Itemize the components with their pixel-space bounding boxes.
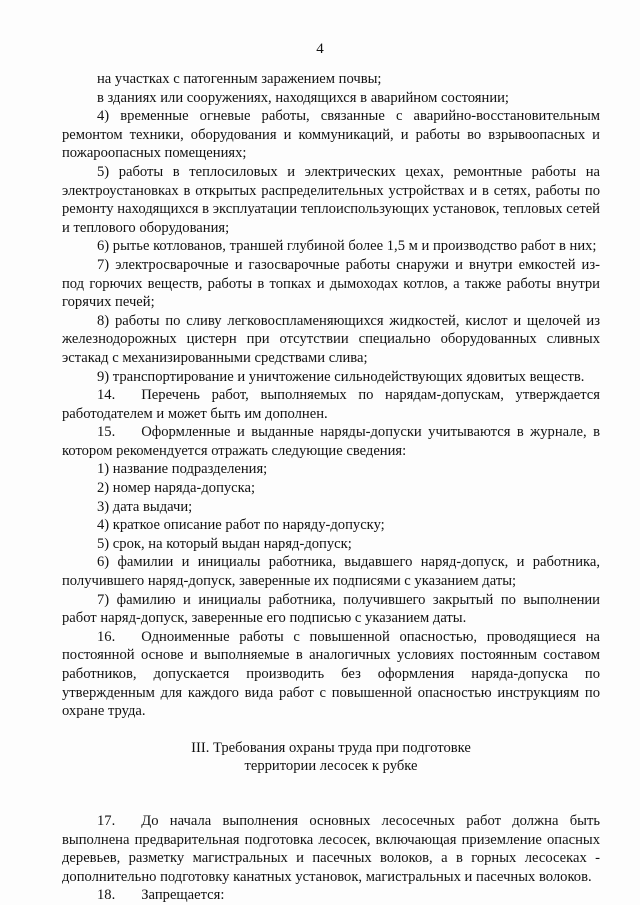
list-item: 4) краткое описание работ по наряду-допуску; <box>97 517 385 534</box>
list-item: 6) фамилии и инициалы работника, выдавшего наряд-допуск, и работника, получившего наряд-допуск, заверенные их подписями с указанием даты; <box>62 554 600 590</box>
list-item: на участках с патогенным заражением почвы; <box>97 71 382 87</box>
list-item: в зданиях или сооружениях, находящихся в аварийном состоянии; <box>97 89 509 106</box>
clause-number: 16. <box>97 628 116 645</box>
clause-15 <box>62 423 600 460</box>
section-title-line-2: территории лесосек к рубке <box>244 758 418 775</box>
clause-16 <box>62 628 600 721</box>
list-item: 2) номер наряда-допуска; <box>97 480 256 497</box>
list-item: 7) фамилию и инициалы работника, получившего закрытый по выполнении работ наряд-допуск, заверенные его подписью с указанием даты. <box>62 591 600 627</box>
clause-number: 15. <box>97 424 116 441</box>
clause-18 <box>62 886 600 905</box>
list-item: 7) электросварочные и газосварочные работы снаружи и внутри емкостей из-под горючих веществ, работы в топках и дымоходах котлов, а также работы внутри горячих печей; <box>62 256 600 311</box>
list-item: 3) дата выдачи; <box>97 498 193 515</box>
clause-text: Запрещается: <box>141 887 225 904</box>
list-item: 5) работы в теплосиловых и электрических цехах, ремонтные работы на электроустановках в открытых распределительных устройствах и в сетях, работы по ремонту находящихся в эксплуатации теплоиспользующих установок, тепловых сетей и теплового оборудования; <box>62 163 600 236</box>
clause-text: Одноименные работы с повышенной опасностью, проводящиеся на постоянной основе и выполняемые в аналогичных условиях постоянным составом работников, допускается производить без оформления наряда-допуска по утвержденным для каждого вида работ с повышенной опасностью инструкциям по охране труда. <box>62 628 600 720</box>
list-item: 6) рытье котлованов, траншей глубиной более 1,5 м и производство работ в них; <box>97 238 597 255</box>
section-title-line-1: III. Требования охраны труда при подготовке <box>191 739 471 756</box>
clause-17 <box>62 812 600 886</box>
list-item: 4) временные огневые работы, связанные с аварийно-восстановительным ремонтом техники, оборудования и коммуникаций, и работы во взрывоопасных и пожароопасных помещениях; <box>62 108 600 162</box>
clause-text: До начала выполнения основных лесосечных работ должна быть выполнена предварительная подготовка лесосек, включающая приземление опасных деревьев, разметку магистральных и пасечных волоков, а в горных лесосеках - дополнительно подготовку канатных установок, магистральных и пасечных волоков. <box>62 812 600 885</box>
clause-number: 14. <box>97 387 116 404</box>
clause-text: Оформленные и выданные наряды-допуски учитываются в журнале, в котором рекомендуется отражать следующие сведения: <box>62 424 600 459</box>
clause-number: 18. <box>97 887 116 904</box>
list-item: 5) срок, на который выдан наряд-допуск; <box>97 535 352 552</box>
section-heading <box>62 739 600 776</box>
clause-number: 17. <box>97 812 116 829</box>
list-item: 1) название подразделения; <box>97 461 268 478</box>
document-body <box>62 70 600 905</box>
clause-text: Перечень работ, выполняемых по нарядам-допускам, утверждается работодателем и может быть им дополнен. <box>62 387 600 422</box>
list-item: 8) работы по сливу легковоспламеняющихся жидкостей, кислот и щелочей из железнодорожных цистерн при отсутствии специально оборудованных сливных эстакад с механизированными средствами слива; <box>62 312 600 366</box>
list-item: 9) транспортирование и уничтожение сильнодействующих ядовитых веществ. <box>97 368 585 385</box>
page-number: 4 <box>316 41 324 57</box>
clause-14 <box>62 386 600 423</box>
